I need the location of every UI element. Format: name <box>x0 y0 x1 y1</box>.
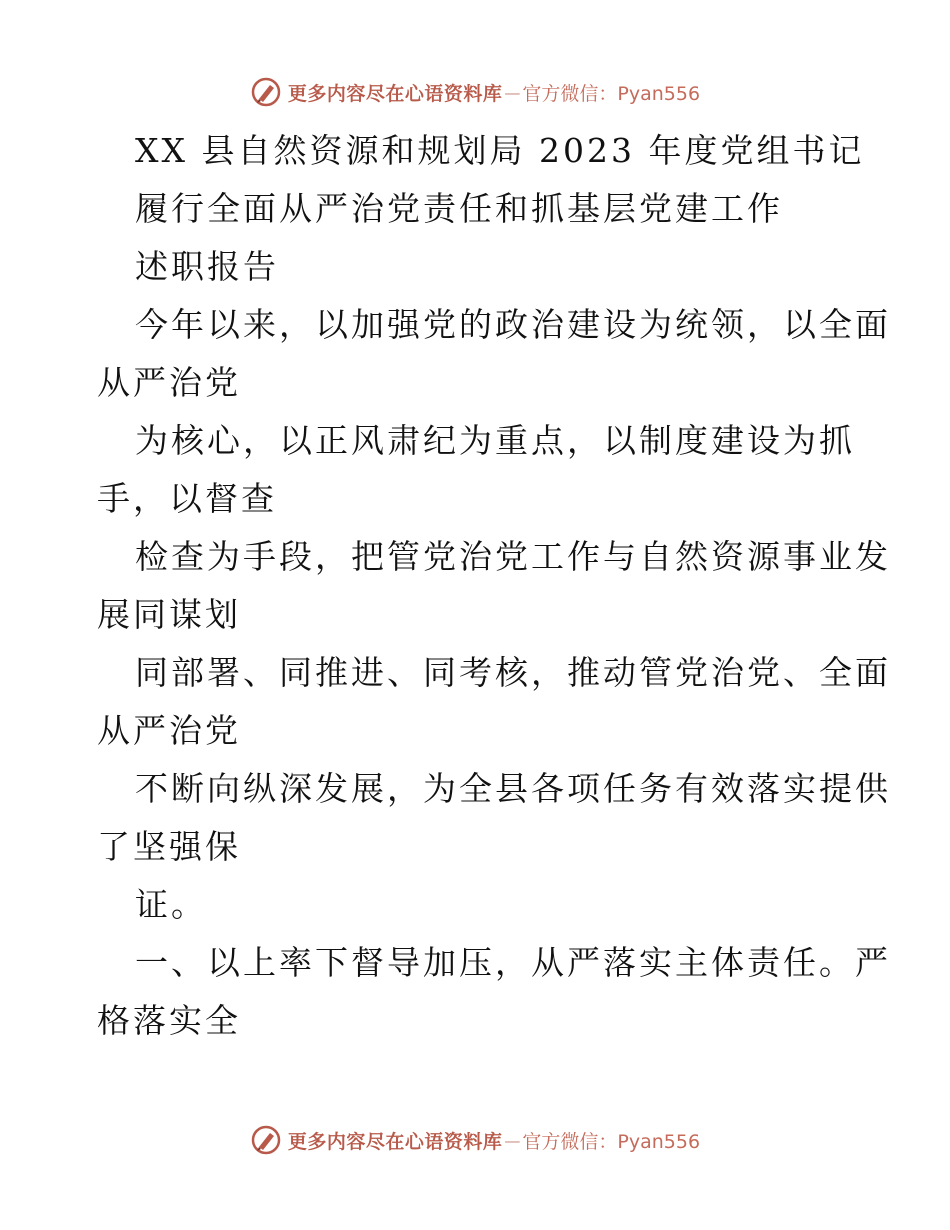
body-line: 同部署、同推进、同考核，推动管党治党、全面 <box>135 653 891 692</box>
banner-dash: — <box>504 82 521 102</box>
body-line: 今年以来，以加强党的政治建设为统领，以全面 <box>135 305 891 344</box>
body-line: 从严治党 <box>97 363 241 402</box>
banner-site-text: 更多内容尽在心语资料库 <box>287 1130 503 1153</box>
banner-wechat-text: 官方微信：Pyan556 <box>522 82 701 105</box>
pen-logo-icon <box>250 76 282 108</box>
body-line: 从严治党 <box>97 711 241 750</box>
body-line: 了坚强保 <box>97 827 241 866</box>
body-line: 格落实全 <box>97 1001 241 1040</box>
body-line: 一、以上率下督导加压，从严落实主体责任。严 <box>135 943 891 982</box>
header-watermark-banner <box>0 72 950 112</box>
body-line: 不断向纵深发展，为全县各项任务有效落实提供 <box>135 769 891 808</box>
title-line: 履行全面从严治党责任和抓基层党建工作 <box>135 189 783 228</box>
document-body <box>97 122 891 1050</box>
title-line: XX 县自然资源和规划局 2023 年度党组书记 <box>135 131 865 170</box>
body-line: 检查为手段，把管党治党工作与自然资源事业发 <box>135 537 891 576</box>
body-line: 证。 <box>135 885 207 924</box>
footer-watermark-banner <box>0 1120 950 1160</box>
banner-wechat-text: 官方微信：Pyan556 <box>522 1130 701 1153</box>
body-line: 展同谋划 <box>97 595 241 634</box>
title-line: 述职报告 <box>135 247 279 286</box>
body-line: 手，以督查 <box>97 479 277 518</box>
banner-dash: — <box>504 1130 521 1150</box>
banner-site-text: 更多内容尽在心语资料库 <box>287 82 503 105</box>
body-line: 为核心，以正风肃纪为重点，以制度建设为抓 <box>135 421 855 460</box>
pen-logo-icon <box>250 1124 282 1156</box>
